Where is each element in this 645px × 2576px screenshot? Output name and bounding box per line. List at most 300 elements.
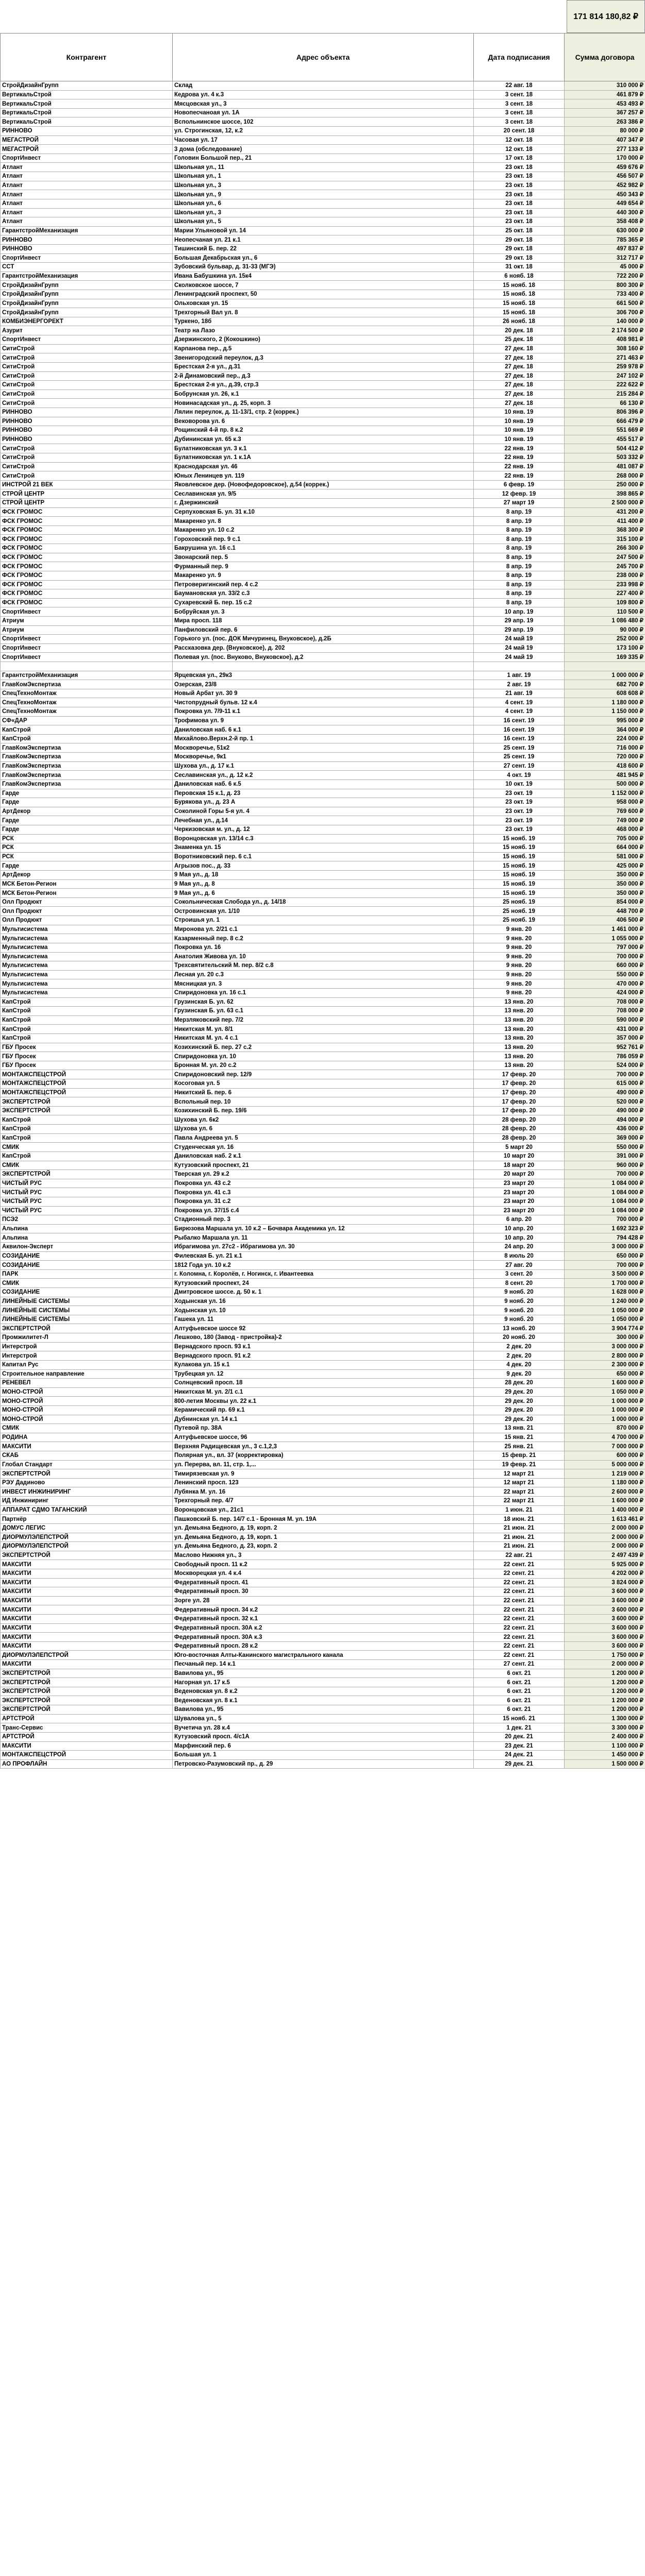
cell-contractor[interactable]: КапСтрой — [1, 1115, 173, 1125]
cell-sum[interactable]: 524 000 ₽ — [565, 1061, 645, 1070]
cell-date[interactable]: 1 авг. 19 — [474, 671, 565, 680]
cell-date[interactable]: 6 окт. 21 — [474, 1687, 565, 1696]
cell-date[interactable]: 12 март 21 — [474, 1469, 565, 1479]
cell-date[interactable]: 1 дек. 21 — [474, 1723, 565, 1733]
header-address[interactable]: Адрес объекта — [173, 33, 474, 81]
cell-sum[interactable]: 995 000 ₽ — [565, 716, 645, 725]
cell-address[interactable]: Школьная ул., 6 — [173, 199, 474, 208]
cell-address[interactable]: г. Коломна, г. Королёв, г. Ногинск, г. Ивантеевка — [173, 1269, 474, 1279]
cell-date[interactable]: 24 май 19 — [474, 635, 565, 644]
cell-sum[interactable]: 1 200 000 ₽ — [565, 1705, 645, 1715]
cell-address[interactable]: Керамический пр. 69 к.1 — [173, 1405, 474, 1415]
cell-contractor[interactable]: МОНТАЖСПЕЦСТРОЙ — [1, 1751, 173, 1760]
cell-address[interactable]: Фурманный пер. 9 — [173, 562, 474, 571]
cell-contractor[interactable]: СитиСтрой — [1, 353, 173, 363]
cell-address[interactable]: 2-й Динамовский пер., д.3 — [173, 371, 474, 381]
cell-address[interactable]: Алтуфьевское шоссе, 96 — [173, 1433, 474, 1442]
cell-contractor[interactable]: МАКСИТИ — [1, 1741, 173, 1751]
cell-sum[interactable]: 3 600 000 ₽ — [565, 1587, 645, 1597]
cell-sum[interactable]: 794 428 ₽ — [565, 1233, 645, 1243]
cell-date[interactable]: 10 янв. 19 — [474, 435, 565, 444]
cell-sum[interactable]: 870 000 ₽ — [565, 1424, 645, 1433]
cell-date[interactable]: 13 янв. 20 — [474, 1015, 565, 1025]
cell-date[interactable]: 25 нояб. 19 — [474, 916, 565, 925]
cell-contractor[interactable]: ЧИСТЫЙ РУС — [1, 1206, 173, 1215]
cell-sum[interactable]: 110 500 ₽ — [565, 607, 645, 617]
cell-date[interactable]: 8 апр. 19 — [474, 526, 565, 535]
cell-date[interactable]: 22 сент. 21 — [474, 1623, 565, 1633]
cell-address[interactable]: Федеративный просп. 30А к.2 — [173, 1623, 474, 1633]
cell-address[interactable]: Студенческая ул. 16 — [173, 1143, 474, 1152]
cell-address[interactable]: Косоговая ул. 5 — [173, 1079, 474, 1089]
cell-contractor[interactable]: Атлант — [1, 181, 173, 190]
cell-sum[interactable]: 1 050 000 ₽ — [565, 1306, 645, 1315]
cell-address[interactable]: Федеративный просп. 32 к.1 — [173, 1614, 474, 1623]
cell-date[interactable]: 23 окт. 18 — [474, 163, 565, 172]
cell-date[interactable]: 23 март 20 — [474, 1197, 565, 1206]
cell-sum[interactable]: 650 000 ₽ — [565, 1251, 645, 1261]
cell-date[interactable]: 23 окт. 18 — [474, 199, 565, 208]
cell-sum[interactable] — [565, 662, 645, 671]
cell-address[interactable]: Федеративный просп. 28 к.2 — [173, 1641, 474, 1651]
cell-address[interactable]: Звенигородский переулок, д.3 — [173, 353, 474, 363]
cell-date[interactable]: 29 окт. 18 — [474, 253, 565, 263]
cell-date[interactable]: 22 сент. 21 — [474, 1578, 565, 1587]
cell-date[interactable]: 23 окт. 18 — [474, 190, 565, 199]
cell-date[interactable]: 16 сент. 19 — [474, 716, 565, 725]
cell-sum[interactable]: 80 000 ₽ — [565, 127, 645, 136]
cell-contractor[interactable]: АртДекор — [1, 871, 173, 880]
cell-sum[interactable]: 4 202 000 ₽ — [565, 1569, 645, 1578]
cell-address[interactable]: ул. Перерва, вл. 11, стр. 1,... — [173, 1460, 474, 1469]
cell-contractor[interactable]: Азурит — [1, 326, 173, 335]
cell-sum[interactable]: 3 904 774 ₽ — [565, 1324, 645, 1333]
cell-address[interactable]: Федеративный просп. 34 к.2 — [173, 1605, 474, 1615]
cell-contractor[interactable]: Атлант — [1, 190, 173, 199]
cell-date[interactable]: 9 янв. 20 — [474, 979, 565, 989]
cell-date[interactable]: 12 март 21 — [474, 1478, 565, 1487]
cell-date[interactable]: 17 февр. 20 — [474, 1097, 565, 1107]
cell-date[interactable]: 29 апр. 19 — [474, 625, 565, 635]
cell-contractor[interactable]: Олл Продюкт — [1, 916, 173, 925]
cell-sum[interactable]: 1 219 000 ₽ — [565, 1469, 645, 1479]
cell-sum[interactable]: 481 087 ₽ — [565, 462, 645, 471]
cell-date[interactable]: 3 сент. 18 — [474, 108, 565, 117]
cell-address[interactable]: Агрызов пос., д. 33 — [173, 861, 474, 871]
cell-sum[interactable]: 170 000 ₽ — [565, 154, 645, 163]
cell-address[interactable]: Тишинский Б. пер. 22 — [173, 244, 474, 253]
cell-date[interactable]: 13 янв. 20 — [474, 1033, 565, 1043]
cell-sum[interactable]: 666 479 ₽ — [565, 417, 645, 426]
cell-date[interactable]: 6 окт. 21 — [474, 1678, 565, 1687]
cell-sum[interactable]: 1 084 000 ₽ — [565, 1188, 645, 1197]
cell-contractor[interactable]: Партнёр — [1, 1515, 173, 1524]
cell-date[interactable]: 27 дек. 18 — [474, 399, 565, 408]
cell-address[interactable]: ул. Демьяна Бедного, д. 23, корп. 2 — [173, 1542, 474, 1551]
cell-address[interactable]: Большая Декабрьская ул., 6 — [173, 253, 474, 263]
cell-contractor[interactable]: СМИК — [1, 1424, 173, 1433]
cell-contractor[interactable]: Мультисистема — [1, 979, 173, 989]
cell-address[interactable]: Покровка ул. 7/9-11 к.1 — [173, 707, 474, 717]
cell-contractor[interactable]: ПСЭ2 — [1, 1215, 173, 1225]
cell-sum[interactable]: 661 500 ₽ — [565, 299, 645, 308]
cell-address[interactable]: Школьная ул., 11 — [173, 163, 474, 172]
cell-date[interactable]: 15 нояб. 18 — [474, 308, 565, 317]
cell-date[interactable]: 9 янв. 20 — [474, 925, 565, 934]
cell-date[interactable]: 29 дек. 20 — [474, 1405, 565, 1415]
cell-address[interactable]: Никитская М. ул. 8/1 — [173, 1025, 474, 1034]
cell-sum[interactable]: 504 412 ₽ — [565, 444, 645, 453]
cell-contractor[interactable]: ИНВЕСТ ИНЖИНИРИНГ — [1, 1487, 173, 1497]
cell-sum[interactable]: 277 133 ₽ — [565, 145, 645, 154]
cell-date[interactable]: 29 окт. 18 — [474, 235, 565, 245]
cell-contractor[interactable]: Глобал Стандарт — [1, 1460, 173, 1469]
cell-contractor[interactable]: СитиСтрой — [1, 471, 173, 481]
cell-contractor[interactable]: РСК — [1, 852, 173, 861]
cell-contractor[interactable]: КапСтрой — [1, 1007, 173, 1016]
cell-sum[interactable]: 1 000 000 ₽ — [565, 1405, 645, 1415]
cell-address[interactable]: Островинская ул. 1/10 — [173, 907, 474, 916]
cell-date[interactable]: 9 нояб. 20 — [474, 1306, 565, 1315]
cell-address[interactable]: Даниловская наб. 6 к.1 — [173, 725, 474, 735]
cell-sum[interactable]: 1 150 000 ₽ — [565, 707, 645, 717]
cell-sum[interactable]: 364 000 ₽ — [565, 725, 645, 735]
cell-sum[interactable]: 436 000 ₽ — [565, 1125, 645, 1134]
cell-address[interactable]: Воронцовская ул. 13/14 с.3 — [173, 834, 474, 843]
cell-date[interactable]: 27 дек. 18 — [474, 353, 565, 363]
cell-sum[interactable]: 1 750 000 ₽ — [565, 1651, 645, 1660]
cell-address[interactable]: Бронная М. ул. 20 с.2 — [173, 1061, 474, 1070]
cell-address[interactable]: Покровка ул. 16 — [173, 943, 474, 952]
cell-date[interactable]: 23 окт. 19 — [474, 816, 565, 825]
cell-sum[interactable]: 503 332 ₽ — [565, 453, 645, 462]
cell-contractor[interactable]: СитиСтрой — [1, 344, 173, 353]
cell-address[interactable]: Солнцевский просп. 18 — [173, 1379, 474, 1388]
cell-sum[interactable]: 481 945 ₽ — [565, 771, 645, 780]
cell-contractor[interactable]: СпортИнвест — [1, 643, 173, 653]
cell-address[interactable]: Соколиной Горы 5-я ул. 4 — [173, 807, 474, 816]
cell-contractor[interactable]: СТРОЙ ЦЕНТР — [1, 489, 173, 499]
cell-date[interactable]: 15 нояб. 19 — [474, 861, 565, 871]
cell-date[interactable]: 4 дек. 20 — [474, 1360, 565, 1369]
cell-sum[interactable]: 247 102 ₽ — [565, 371, 645, 381]
cell-sum[interactable]: 408 981 ₽ — [565, 335, 645, 345]
cell-address[interactable]: Новинасадская ул., д. 25, корп. 3 — [173, 399, 474, 408]
cell-date[interactable]: 8 апр. 19 — [474, 535, 565, 544]
cell-date[interactable]: 8 апр. 19 — [474, 580, 565, 589]
cell-sum[interactable]: 958 000 ₽ — [565, 798, 645, 807]
cell-sum[interactable]: 630 000 ₽ — [565, 226, 645, 235]
cell-contractor[interactable]: РСК — [1, 843, 173, 853]
cell-address[interactable]: Дубининская ул. 65 к.3 — [173, 435, 474, 444]
cell-sum[interactable]: 3 000 000 ₽ — [565, 1342, 645, 1351]
cell-address[interactable]: Трехгорный пер. 4/7 — [173, 1497, 474, 1506]
cell-sum[interactable]: 733 400 ₽ — [565, 290, 645, 299]
cell-date[interactable]: 22 янв. 19 — [474, 471, 565, 481]
cell-sum[interactable]: 590 000 ₽ — [565, 1015, 645, 1025]
cell-sum[interactable]: 252 000 ₽ — [565, 635, 645, 644]
cell-date[interactable]: 22 сент. 21 — [474, 1560, 565, 1569]
header-sum[interactable]: Сумма договора — [565, 33, 645, 81]
cell-date[interactable]: 29 дек. 20 — [474, 1397, 565, 1406]
cell-contractor[interactable]: КапСтрой — [1, 1133, 173, 1143]
cell-date[interactable]: 15 нояб. 19 — [474, 843, 565, 853]
cell-address[interactable]: Песчаный пер. 14 к.1 — [173, 1660, 474, 1669]
cell-date[interactable]: 6 февр. 19 — [474, 480, 565, 489]
cell-contractor[interactable]: Гарде — [1, 861, 173, 871]
cell-contractor[interactable]: МЕГАСТРОЙ — [1, 135, 173, 145]
cell-contractor[interactable]: РИННОВО — [1, 127, 173, 136]
cell-sum[interactable]: 3 300 000 ₽ — [565, 1723, 645, 1733]
cell-sum[interactable]: 459 676 ₽ — [565, 163, 645, 172]
cell-date[interactable]: 27 дек. 18 — [474, 344, 565, 353]
cell-contractor[interactable]: ЧИСТЫЙ РУС — [1, 1188, 173, 1197]
cell-sum[interactable]: 222 622 ₽ — [565, 381, 645, 390]
cell-address[interactable]: Кутузовский проспект, 24 — [173, 1279, 474, 1288]
cell-contractor[interactable]: Атлант — [1, 199, 173, 208]
cell-sum[interactable]: 1 450 000 ₽ — [565, 1751, 645, 1760]
cell-sum[interactable]: 310 000 ₽ — [565, 81, 645, 91]
cell-sum[interactable]: 960 000 ₽ — [565, 1161, 645, 1170]
cell-contractor[interactable]: ЭКСПЕРТСТРОЙ — [1, 1696, 173, 1705]
cell-contractor[interactable]: ИНСТРОЙ 21 ВЕК — [1, 480, 173, 489]
cell-address[interactable]: Булатниковская ул. 1 к.1А — [173, 453, 474, 462]
cell-date[interactable]: 13 янв. 20 — [474, 1052, 565, 1061]
cell-contractor[interactable]: КОМБИЭНЕРГОРЕКТ — [1, 317, 173, 326]
cell-sum[interactable]: 350 000 ₽ — [565, 889, 645, 898]
cell-sum[interactable]: 2 400 000 ₽ — [565, 1732, 645, 1741]
cell-contractor[interactable]: ЭКСПЕРТСТРОЙ — [1, 1669, 173, 1678]
cell-contractor[interactable]: АРТСТРОЙ — [1, 1714, 173, 1723]
cell-address[interactable]: Кутузовский проспект, 21 — [173, 1161, 474, 1170]
cell-contractor[interactable]: КапСтрой — [1, 1025, 173, 1034]
cell-address[interactable]: Веденовская ул. 8 к.1 — [173, 1696, 474, 1705]
cell-sum[interactable]: 1 200 000 ₽ — [565, 1669, 645, 1678]
cell-contractor[interactable]: МАКСИТИ — [1, 1641, 173, 1651]
cell-address[interactable]: Мерзляковский пер. 7/2 — [173, 1015, 474, 1025]
cell-address[interactable]: Покровка ул. 31 с.2 — [173, 1197, 474, 1206]
cell-address[interactable]: Брестская 2-я ул., д.39, стр.3 — [173, 381, 474, 390]
cell-contractor[interactable]: Олл Продюкт — [1, 897, 173, 907]
cell-contractor[interactable]: ФСК ГРОМОС — [1, 598, 173, 607]
cell-sum[interactable]: 797 000 ₽ — [565, 943, 645, 952]
cell-contractor[interactable]: ГлавКомЭкспертиза — [1, 761, 173, 771]
cell-sum[interactable]: 470 000 ₽ — [565, 979, 645, 989]
cell-sum[interactable]: 1 613 461 ₽ — [565, 1515, 645, 1524]
cell-date[interactable]: 8 апр. 19 — [474, 553, 565, 562]
cell-date[interactable]: 22 сент. 21 — [474, 1641, 565, 1651]
cell-address[interactable]: Новый Арбат ул. 30 9 — [173, 689, 474, 698]
cell-address[interactable]: Сеславинская ул. 9/5 — [173, 489, 474, 499]
cell-sum[interactable]: 4 700 000 ₽ — [565, 1433, 645, 1442]
cell-sum[interactable]: 785 365 ₽ — [565, 235, 645, 245]
cell-date[interactable]: 15 нояб. 19 — [474, 871, 565, 880]
cell-date[interactable]: 17 февр. 20 — [474, 1106, 565, 1115]
cell-sum[interactable]: 1 152 000 ₽ — [565, 789, 645, 798]
cell-address[interactable]: 9 Мая ул., д. 18 — [173, 871, 474, 880]
cell-sum[interactable]: 497 837 ₽ — [565, 244, 645, 253]
cell-date[interactable]: 15 нояб. 21 — [474, 1714, 565, 1723]
cell-contractor[interactable]: СТРОЙ ЦЕНТР — [1, 499, 173, 508]
cell-sum[interactable]: 490 000 ₽ — [565, 1088, 645, 1097]
cell-sum[interactable]: 2 000 000 ₽ — [565, 1542, 645, 1551]
cell-date[interactable]: 24 май 19 — [474, 653, 565, 662]
cell-sum[interactable]: 227 400 ₽ — [565, 589, 645, 599]
cell-sum[interactable]: 411 400 ₽ — [565, 517, 645, 526]
cell-sum[interactable]: 357 000 ₽ — [565, 1033, 645, 1043]
cell-address[interactable]: Большая ул. 1 — [173, 1751, 474, 1760]
cell-date[interactable]: 9 янв. 20 — [474, 970, 565, 979]
cell-date[interactable]: 20 март 20 — [474, 1170, 565, 1179]
cell-contractor[interactable]: ИД Инжиниринг — [1, 1497, 173, 1506]
cell-address[interactable]: Озерская, 23/8 — [173, 680, 474, 689]
cell-address[interactable]: Трофимова ул. 9 — [173, 716, 474, 725]
cell-address[interactable]: Ивана Бабушкина ул. 15к4 — [173, 272, 474, 281]
cell-contractor[interactable]: ЭКСПЕРТСТРОЙ — [1, 1705, 173, 1715]
cell-date[interactable]: 15 нояб. 19 — [474, 834, 565, 843]
cell-sum[interactable]: 682 700 ₽ — [565, 680, 645, 689]
cell-sum[interactable]: 520 000 ₽ — [565, 1097, 645, 1107]
cell-sum[interactable]: 700 000 ₽ — [565, 1261, 645, 1270]
cell-contractor[interactable]: Мультисистема — [1, 952, 173, 961]
cell-address[interactable]: Новопесчаноая ул. 1А — [173, 108, 474, 117]
cell-address[interactable]: Чистопрудный бульв. 12 к.4 — [173, 698, 474, 707]
cell-date[interactable]: 20 дек. 18 — [474, 326, 565, 335]
cell-date[interactable]: 23 окт. 18 — [474, 172, 565, 181]
cell-date[interactable]: 17 окт. 18 — [474, 154, 565, 163]
cell-contractor[interactable]: ФСК ГРОМОС — [1, 580, 173, 589]
cell-sum[interactable]: 1 300 000 ₽ — [565, 1714, 645, 1723]
cell-address[interactable]: Стадионный пер. 3 — [173, 1215, 474, 1225]
cell-sum[interactable]: 350 000 ₽ — [565, 879, 645, 889]
header-date[interactable]: Дата подписания — [474, 33, 565, 81]
cell-address[interactable]: Путевой пр. 38А — [173, 1424, 474, 1433]
cell-date[interactable]: 12 февр. 19 — [474, 489, 565, 499]
cell-address[interactable]: Павла Андреева ул. 5 — [173, 1133, 474, 1143]
cell-contractor[interactable]: АртДекор — [1, 807, 173, 816]
cell-address[interactable]: Ленинский просп. 123 — [173, 1478, 474, 1487]
cell-contractor[interactable]: ДИОРМУЛЭЛЕПСТРОЙ — [1, 1533, 173, 1542]
cell-sum[interactable]: 245 700 ₽ — [565, 562, 645, 571]
cell-date[interactable]: 22 сент. 21 — [474, 1596, 565, 1605]
cell-date[interactable]: 24 дек. 21 — [474, 1751, 565, 1760]
cell-contractor[interactable]: ЭКСПЕРТСТРОЙ — [1, 1551, 173, 1560]
cell-date[interactable]: 23 дек. 21 — [474, 1741, 565, 1751]
cell-date[interactable]: 29 апр. 19 — [474, 616, 565, 625]
cell-contractor[interactable]: Гарде — [1, 825, 173, 834]
cell-address[interactable]: ул. Демьяна Бедного, д. 19, корп. 2 — [173, 1523, 474, 1533]
cell-date[interactable]: 9 нояб. 20 — [474, 1288, 565, 1297]
cell-contractor[interactable]: ГБУ Просек — [1, 1043, 173, 1052]
cell-address[interactable]: Перовская 15 к.1, д. 23 — [173, 789, 474, 798]
cell-address[interactable]: Рассказовка дер. (Внуковское), д. 202 — [173, 643, 474, 653]
cell-contractor[interactable]: МАКСИТИ — [1, 1596, 173, 1605]
cell-contractor[interactable]: ЧИСТЫЙ РУС — [1, 1179, 173, 1188]
cell-address[interactable]: Трехгорный Вал ул. 8 — [173, 308, 474, 317]
cell-contractor[interactable]: Капитал Рус — [1, 1360, 173, 1369]
cell-contractor[interactable]: РИННОВО — [1, 235, 173, 245]
cell-address[interactable]: Школьная ул., 3 — [173, 181, 474, 190]
cell-contractor[interactable]: МАКСИТИ — [1, 1578, 173, 1587]
cell-sum[interactable]: 708 000 ₽ — [565, 997, 645, 1007]
cell-contractor[interactable]: МАКСИТИ — [1, 1660, 173, 1669]
cell-date[interactable]: 15 нояб. 19 — [474, 852, 565, 861]
cell-sum[interactable]: 650 000 ₽ — [565, 1369, 645, 1379]
cell-date[interactable]: 25 окт. 18 — [474, 226, 565, 235]
cell-contractor[interactable]: МАКСИТИ — [1, 1569, 173, 1578]
cell-address[interactable]: Покровка ул. 41 с.3 — [173, 1188, 474, 1197]
cell-address[interactable]: Тверская ул. 29 к.2 — [173, 1170, 474, 1179]
cell-contractor[interactable]: Строительное направление — [1, 1369, 173, 1379]
cell-date[interactable]: 27 сент. 19 — [474, 761, 565, 771]
cell-address[interactable]: Никитский Б. пер. 6 — [173, 1088, 474, 1097]
cell-sum[interactable]: 550 000 ₽ — [565, 1143, 645, 1152]
cell-sum[interactable]: 550 000 ₽ — [565, 970, 645, 979]
cell-contractor[interactable]: ССТ — [1, 263, 173, 272]
cell-sum[interactable]: 1 000 000 ₽ — [565, 1397, 645, 1406]
cell-contractor[interactable]: ЭКСПЕРТСТРОЙ — [1, 1687, 173, 1696]
cell-contractor[interactable]: МСК Бетон-Регион — [1, 889, 173, 898]
cell-sum[interactable]: 664 000 ₽ — [565, 843, 645, 853]
cell-contractor[interactable]: ЛИНЕЙНЫЕ СИСТЕМЫ — [1, 1306, 173, 1315]
cell-date[interactable]: 27 сент. 21 — [474, 1660, 565, 1669]
cell-address[interactable]: Марфинский пер. 6 — [173, 1741, 474, 1751]
cell-address[interactable]: Кутузовский просп. 4/с1А — [173, 1732, 474, 1741]
cell-date[interactable]: 23 март 20 — [474, 1206, 565, 1215]
cell-contractor[interactable]: Мультисистема — [1, 970, 173, 979]
cell-date[interactable]: 27 дек. 18 — [474, 362, 565, 371]
cell-sum[interactable]: 1 200 000 ₽ — [565, 1678, 645, 1687]
cell-sum[interactable]: 300 000 ₽ — [565, 1333, 645, 1343]
cell-contractor[interactable]: СитиСтрой — [1, 399, 173, 408]
cell-contractor[interactable]: ФСК ГРОМОС — [1, 517, 173, 526]
cell-date[interactable]: 23 окт. 19 — [474, 807, 565, 816]
cell-sum[interactable]: 461 879 ₽ — [565, 90, 645, 99]
cell-sum[interactable]: 5 000 000 ₽ — [565, 1460, 645, 1469]
cell-contractor[interactable]: СитиСтрой — [1, 371, 173, 381]
cell-sum[interactable]: 407 347 ₽ — [565, 135, 645, 145]
cell-sum[interactable]: 700 000 ₽ — [565, 1070, 645, 1079]
cell-date[interactable]: 15 нояб. 18 — [474, 281, 565, 290]
cell-contractor[interactable]: СКАБ — [1, 1451, 173, 1461]
cell-sum[interactable]: 1 050 000 ₽ — [565, 1315, 645, 1324]
cell-contractor[interactable]: ФСК ГРОМОС — [1, 526, 173, 535]
cell-sum[interactable]: 1 461 000 ₽ — [565, 925, 645, 934]
cell-sum[interactable]: 3 600 000 ₽ — [565, 1605, 645, 1615]
cell-sum[interactable]: 1 086 480 ₽ — [565, 616, 645, 625]
cell-contractor[interactable]: АО ПРОФЛАЙН — [1, 1759, 173, 1769]
cell-sum[interactable]: 660 000 ₽ — [565, 961, 645, 971]
cell-date[interactable]: 25 сент. 19 — [474, 753, 565, 762]
cell-date[interactable]: 6 апр. 20 — [474, 1215, 565, 1225]
cell-address[interactable]: Вернадского просп. 91 к.2 — [173, 1351, 474, 1361]
cell-address[interactable]: Школьная ул., 9 — [173, 190, 474, 199]
cell-contractor[interactable]: ВертикальСтрой — [1, 90, 173, 99]
cell-date[interactable]: 28 февр. 20 — [474, 1133, 565, 1143]
cell-contractor[interactable]: СпецТехноМонтаж — [1, 698, 173, 707]
cell-address[interactable]: Марии Ульяновой ул. 14 — [173, 226, 474, 235]
cell-contractor[interactable]: ВертикальСтрой — [1, 99, 173, 109]
cell-date[interactable]: 21 июн. 21 — [474, 1523, 565, 1533]
cell-contractor[interactable]: ГБУ Просек — [1, 1061, 173, 1070]
cell-contractor[interactable]: Атлант — [1, 208, 173, 217]
cell-date[interactable]: 10 янв. 19 — [474, 426, 565, 435]
cell-date[interactable]: 20 нояб. 20 — [474, 1333, 565, 1343]
cell-sum[interactable]: 786 059 ₽ — [565, 1052, 645, 1061]
cell-address[interactable]: Ибрагимова ул. 27с2 - Ибрагимова ул. 30 — [173, 1243, 474, 1252]
cell-date[interactable]: 3 сент. 18 — [474, 99, 565, 109]
cell-date[interactable]: 4 сент. 19 — [474, 698, 565, 707]
